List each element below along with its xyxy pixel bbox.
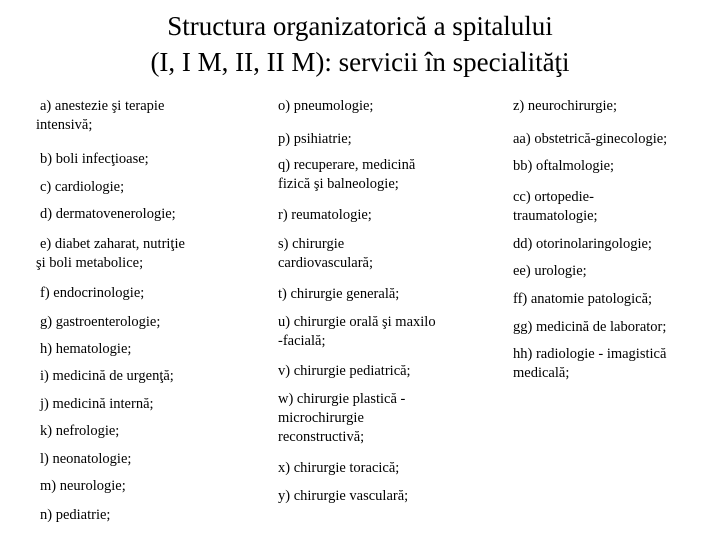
specialty-item xyxy=(513,97,617,116)
specialty-item-line: intensivă; xyxy=(36,117,93,133)
specialty-item xyxy=(513,290,652,309)
specialty-item xyxy=(278,130,352,149)
specialty-item-line: l) neonatologie; xyxy=(40,451,132,467)
specialty-item-line: k) nefrologie; xyxy=(40,423,120,439)
specialty-item xyxy=(40,367,174,386)
specialty-item xyxy=(278,285,399,304)
specialty-item xyxy=(36,97,165,135)
specialty-item xyxy=(278,313,436,351)
specialty-item-line: q) recuperare, medicină xyxy=(278,157,416,173)
title-line-2: (I, I M, II, II M): servicii în specialităţi xyxy=(150,47,570,77)
specialty-item-line: şi boli metabolice; xyxy=(36,255,144,271)
specialty-item-line: o) pneumologie; xyxy=(278,98,374,114)
specialty-item-line: u) chirurgie orală şi maxilo xyxy=(278,314,436,330)
specialty-item xyxy=(278,235,373,273)
specialty-item-line: f) endocrinologie; xyxy=(40,285,145,301)
specialty-item-line: y) chirurgie vasculară; xyxy=(278,488,409,504)
specialty-item xyxy=(40,506,110,525)
specialty-item-line: gg) medicină de laborator; xyxy=(513,319,667,335)
specialty-item xyxy=(40,422,119,441)
specialty-item xyxy=(513,235,652,254)
specialty-item-line: g) gastroenterologie; xyxy=(40,314,161,330)
specialty-item xyxy=(513,130,667,149)
specialty-item-line: h) hematologie; xyxy=(40,341,132,357)
specialty-item xyxy=(278,97,373,116)
specialty-item-line: reconstructivă; xyxy=(278,429,365,445)
title-line-1: Structura organizatorică a spitalului xyxy=(167,11,553,41)
specialty-item-line: medicală; xyxy=(513,365,570,381)
specialty-item-line: microchirurgie xyxy=(278,410,364,426)
specialty-item xyxy=(278,459,399,478)
specialty-item-line: c) cardiologie; xyxy=(40,179,125,195)
specialty-item-line: j) medicină internă; xyxy=(40,396,154,412)
specialty-item-line: dd) otorinolaringologie; xyxy=(513,236,652,252)
specialty-item-line: m) neurologie; xyxy=(40,478,126,494)
specialty-item-line: bb) oftalmologie; xyxy=(513,158,615,174)
specialty-item-line: e) diabet zaharat, nutriţie xyxy=(40,236,185,252)
specialty-item xyxy=(278,156,415,194)
specialty-item xyxy=(278,206,372,225)
specialty-item xyxy=(513,262,587,281)
specialty-item xyxy=(513,188,598,226)
specialty-item-line: -facială; xyxy=(278,333,326,349)
specialty-item-line: x) chirurgie toracică; xyxy=(278,460,400,476)
specialty-item-line: a) anestezie şi terapie xyxy=(40,98,165,114)
specialty-item xyxy=(513,157,614,176)
specialty-item xyxy=(40,477,126,496)
specialty-item xyxy=(40,395,154,414)
specialty-item-line: w) chirurgie plastică - xyxy=(278,391,406,407)
specialty-item-line: ff) anatomie patologică; xyxy=(513,291,653,307)
page-title xyxy=(0,8,720,80)
specialty-item-line: ee) urologie; xyxy=(513,263,587,279)
specialty-item xyxy=(40,284,144,303)
specialty-item xyxy=(40,150,149,169)
specialty-item-line: i) medicină de urgenţă; xyxy=(40,368,174,384)
specialty-item-line: r) reumatologie; xyxy=(278,207,372,223)
specialty-item-line: s) chirurgie xyxy=(278,236,345,252)
specialty-item-line: fizică şi balneologie; xyxy=(278,176,399,192)
specialty-item-line: t) chirurgie generală; xyxy=(278,286,400,302)
specialty-item xyxy=(513,345,666,383)
specialty-item xyxy=(36,235,185,273)
specialty-item-line: hh) radiologie - imagistică xyxy=(513,346,667,362)
specialty-item-line: p) psihiatrie; xyxy=(278,131,352,147)
specialty-item xyxy=(40,313,160,332)
specialty-item-line: aa) obstetrică-ginecologie; xyxy=(513,131,668,147)
specialty-item xyxy=(40,178,124,197)
specialty-item-line: v) chirurgie pediatrică; xyxy=(278,363,411,379)
specialty-item xyxy=(513,318,666,337)
specialty-item xyxy=(278,487,408,506)
specialty-item xyxy=(40,450,131,469)
specialty-item xyxy=(278,390,405,447)
specialty-item xyxy=(40,205,176,224)
specialty-item-line: n) pediatrie; xyxy=(40,507,111,523)
specialty-item xyxy=(40,340,131,359)
specialty-item-line: z) neurochirurgie; xyxy=(513,98,618,114)
specialty-item xyxy=(278,362,411,381)
specialty-item-line: cardiovasculară; xyxy=(278,255,374,271)
specialty-item-line: d) dermatovenerologie; xyxy=(40,206,176,222)
specialty-item-line: traumatologie; xyxy=(513,208,598,224)
specialty-item-line: b) boli infecţioase; xyxy=(40,151,149,167)
specialty-item-line: cc) ortopedie- xyxy=(513,189,594,205)
